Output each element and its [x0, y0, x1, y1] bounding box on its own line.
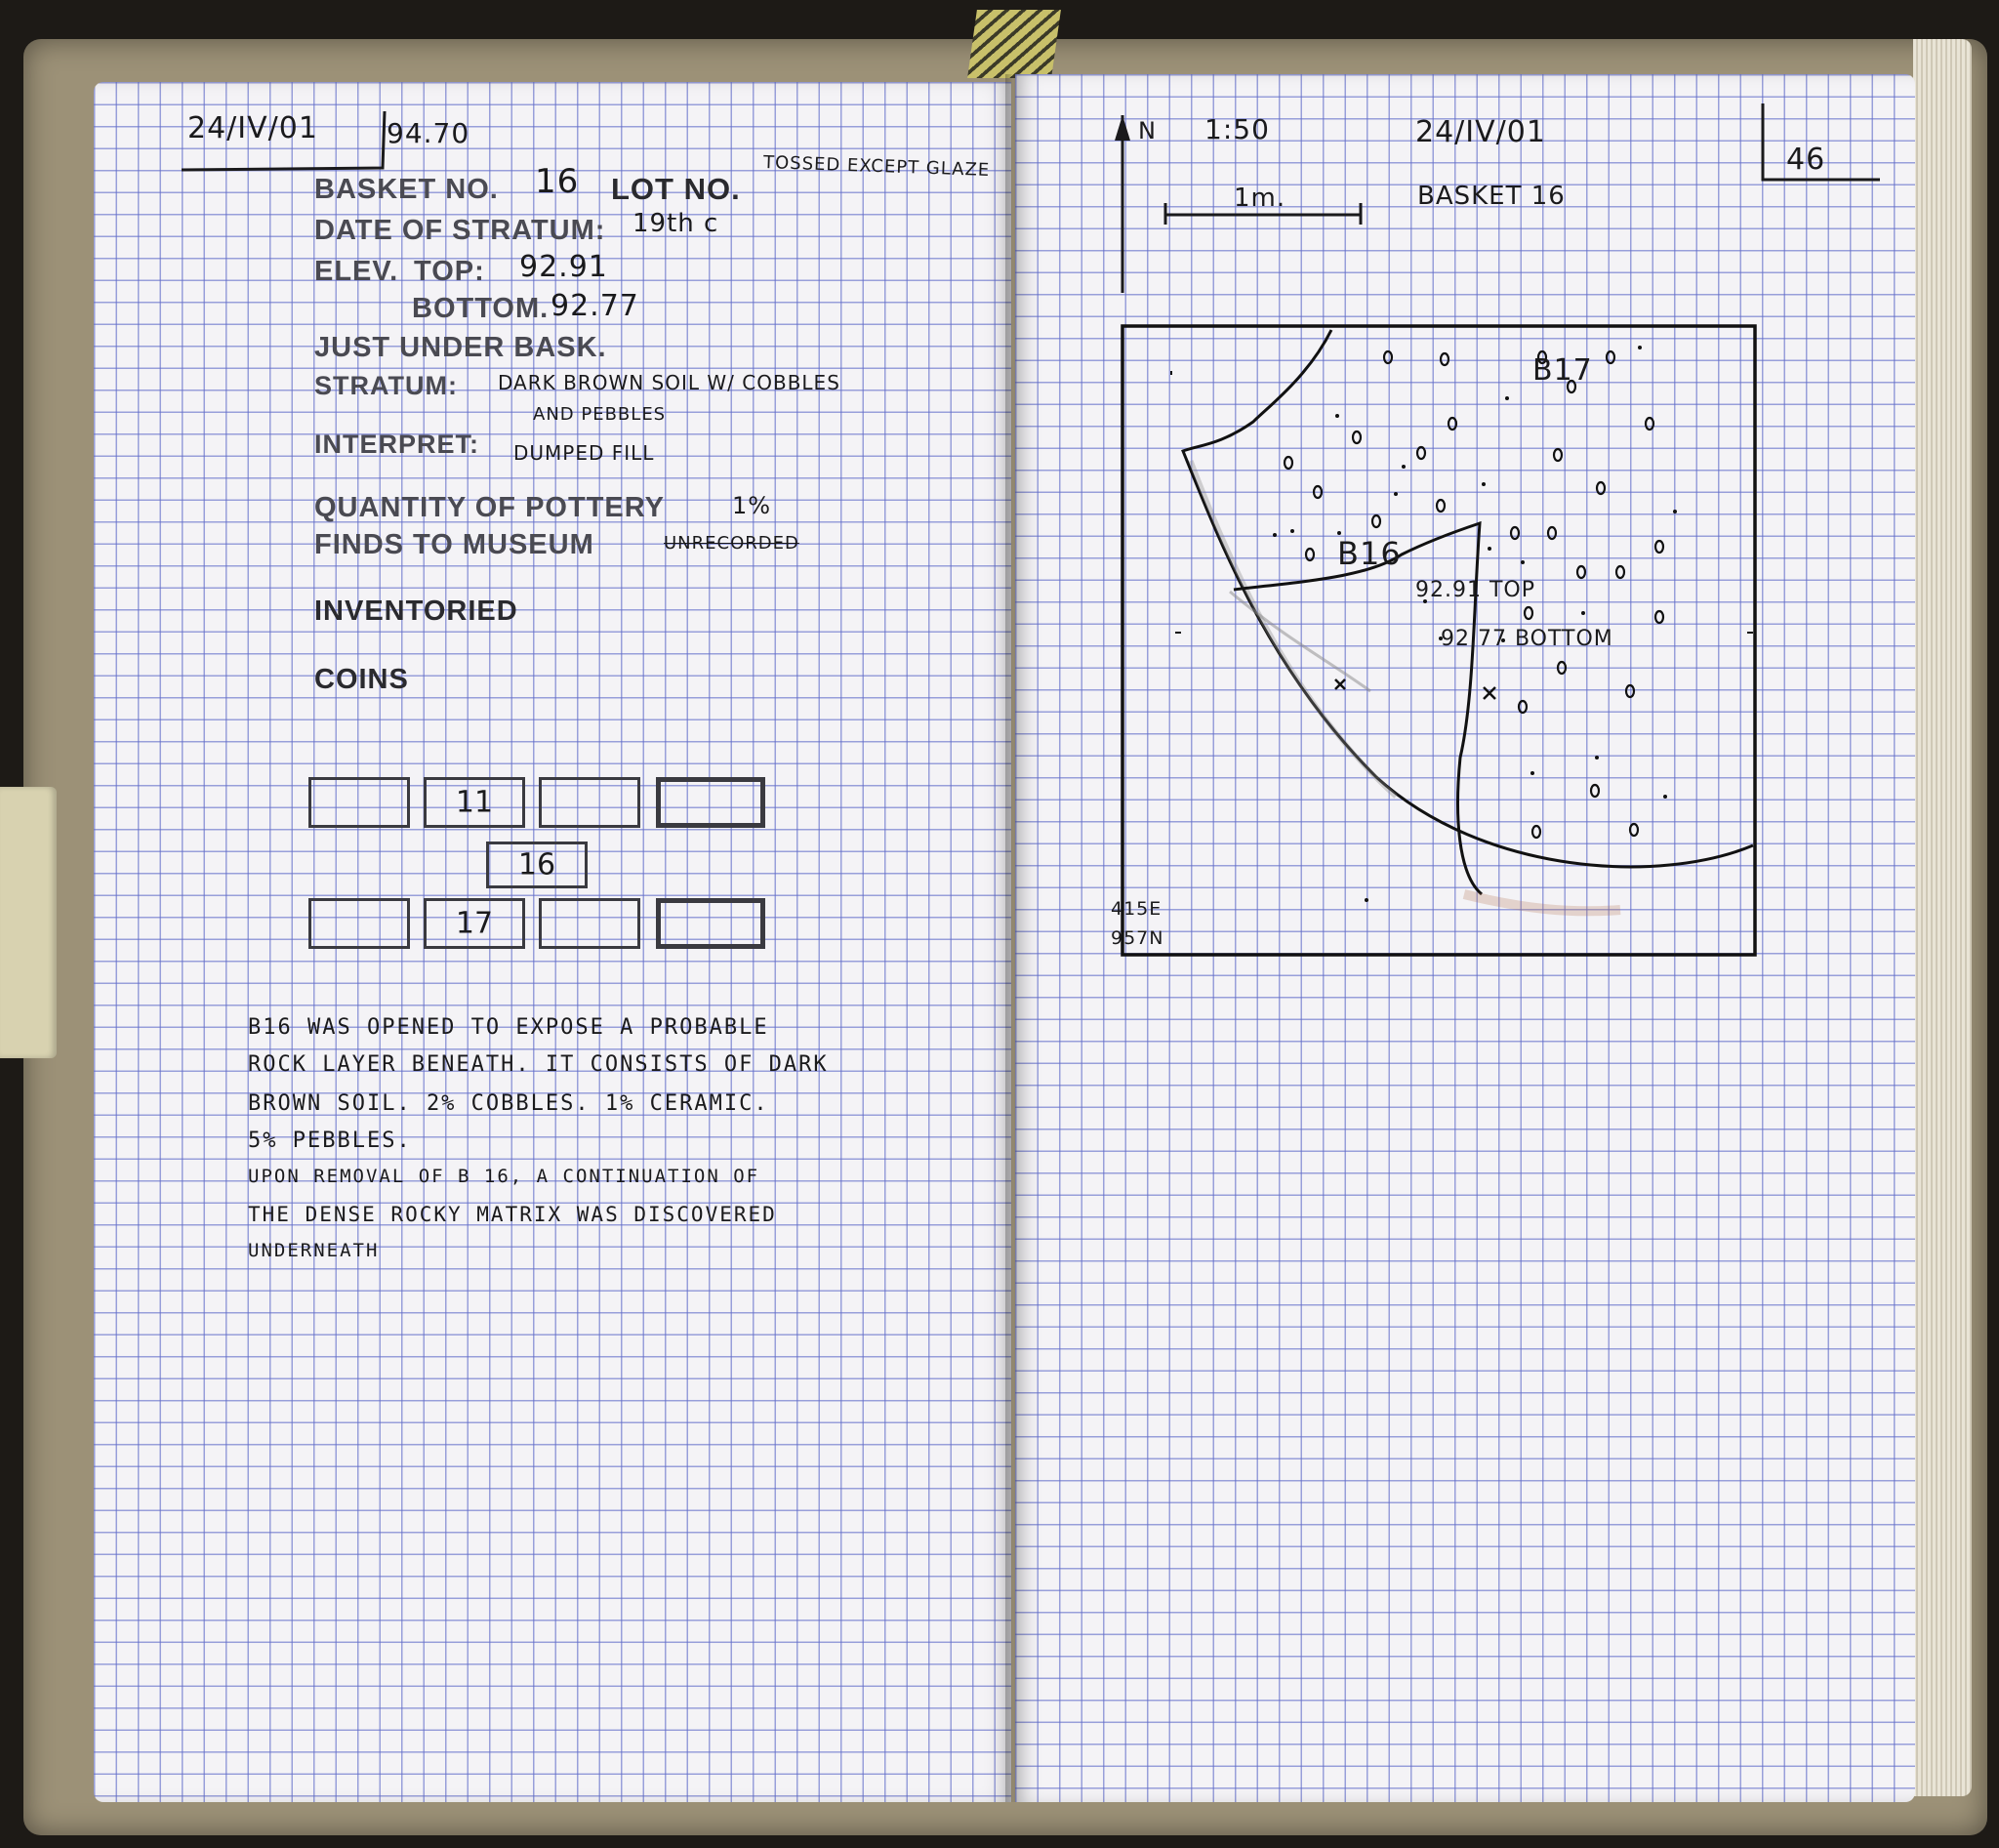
tossed-note: TOSSED EXCEPT GLAZE: [762, 151, 991, 182]
inventoried-label: INVENTORIED: [314, 595, 518, 627]
scale-bar-label: 1m.: [1234, 184, 1286, 213]
note-line-7: UNDERNEATH: [248, 1240, 380, 1261]
top-reading: 92.91 TOP: [1415, 578, 1535, 602]
grid-box-r1c4: [656, 777, 765, 828]
pottery-value: 1%: [732, 492, 772, 519]
finds-value: UNRECORDED: [664, 533, 799, 554]
grid-box-r2c4: [656, 898, 765, 949]
b16-label: B16: [1337, 535, 1402, 572]
pottery-label: QUANTITY OF POTTERY: [314, 492, 665, 523]
stratum-value-1: DARK BROWN SOIL W/ COBBLES: [498, 371, 840, 394]
stratum-value-2: AND PEBBLES: [533, 404, 667, 425]
note-line-1: B16 WAS OPENED TO EXPOSE A PROBABLE: [248, 1015, 769, 1040]
elastic-band: [0, 787, 57, 1058]
interpret-label: INTERPRET:: [314, 430, 480, 459]
corner-north-coordinate: 957N: [1111, 927, 1164, 949]
page-edges: [1913, 39, 1972, 1796]
note-line-6: THE DENSE ROCKY MATRIX WAS DISCOVERED: [248, 1203, 777, 1226]
grid-box-r1c3: [539, 777, 640, 828]
grid-box-center: 16: [486, 842, 588, 888]
grid-box-r1c1: [308, 777, 410, 828]
grid-box-r2c1: [308, 898, 410, 949]
basket-no-label: BASKET NO.: [314, 174, 499, 205]
grid-box-r1c2: 11: [424, 777, 525, 828]
note-line-5: UPON REMOVAL OF B 16, A CONTINUATION OF: [248, 1166, 760, 1187]
scale-ratio: 1:50: [1204, 113, 1270, 145]
left-date: 24/IV/01: [187, 111, 318, 145]
b17-label: B17: [1532, 353, 1593, 388]
note-line-3: BROWN SOIL. 2% COBBLES. 1% CERAMIC.: [248, 1091, 769, 1116]
just-under-note: JUST UNDER BASK.: [314, 332, 607, 363]
right-page: [1015, 74, 1915, 1802]
bookmark-ribbon: [967, 10, 1061, 78]
basket-no-value: 16: [535, 162, 580, 201]
stratum-label: STRATUM:: [314, 371, 458, 400]
elev-label: ELEV.: [314, 256, 399, 287]
plan-drawing: [1113, 250, 1815, 982]
left-page: [94, 82, 1011, 1802]
note-line-2: ROCK LAYER BENEATH. IT CONSISTS OF DARK: [248, 1052, 829, 1077]
top-label: TOP:: [414, 256, 485, 287]
north-label: N: [1138, 117, 1157, 144]
date-of-stratum-label: DATE OF STRATUM:: [314, 215, 606, 246]
finds-label: FINDS TO MUSEUM: [314, 529, 594, 560]
bottom-reading: 92.77 BOTTOM: [1441, 627, 1613, 651]
right-date: 24/IV/01: [1415, 115, 1546, 149]
bottom-label: BOTTOM.: [412, 293, 550, 324]
basket-title: BASKET 16: [1417, 182, 1566, 211]
left-elevation: 94.70: [387, 117, 470, 149]
page-number: 46: [1786, 143, 1826, 177]
bottom-value: 92.77: [551, 289, 639, 323]
note-line-4: 5% PEBBLES.: [248, 1129, 412, 1153]
interpret-value: DUMPED FILL: [513, 441, 655, 465]
lot-no-label: LOT NO.: [611, 172, 741, 206]
coins-label: COINS: [314, 664, 409, 695]
date-underline-mark: [178, 102, 412, 180]
scale-bar: [1162, 199, 1367, 228]
corner-east-coordinate: 415E: [1111, 898, 1163, 920]
date-of-stratum-value: 19th c: [632, 209, 719, 238]
grid-box-r2c3: [539, 898, 640, 949]
grid-box-r2c2: 17: [424, 898, 525, 949]
top-value: 92.91: [519, 250, 608, 284]
